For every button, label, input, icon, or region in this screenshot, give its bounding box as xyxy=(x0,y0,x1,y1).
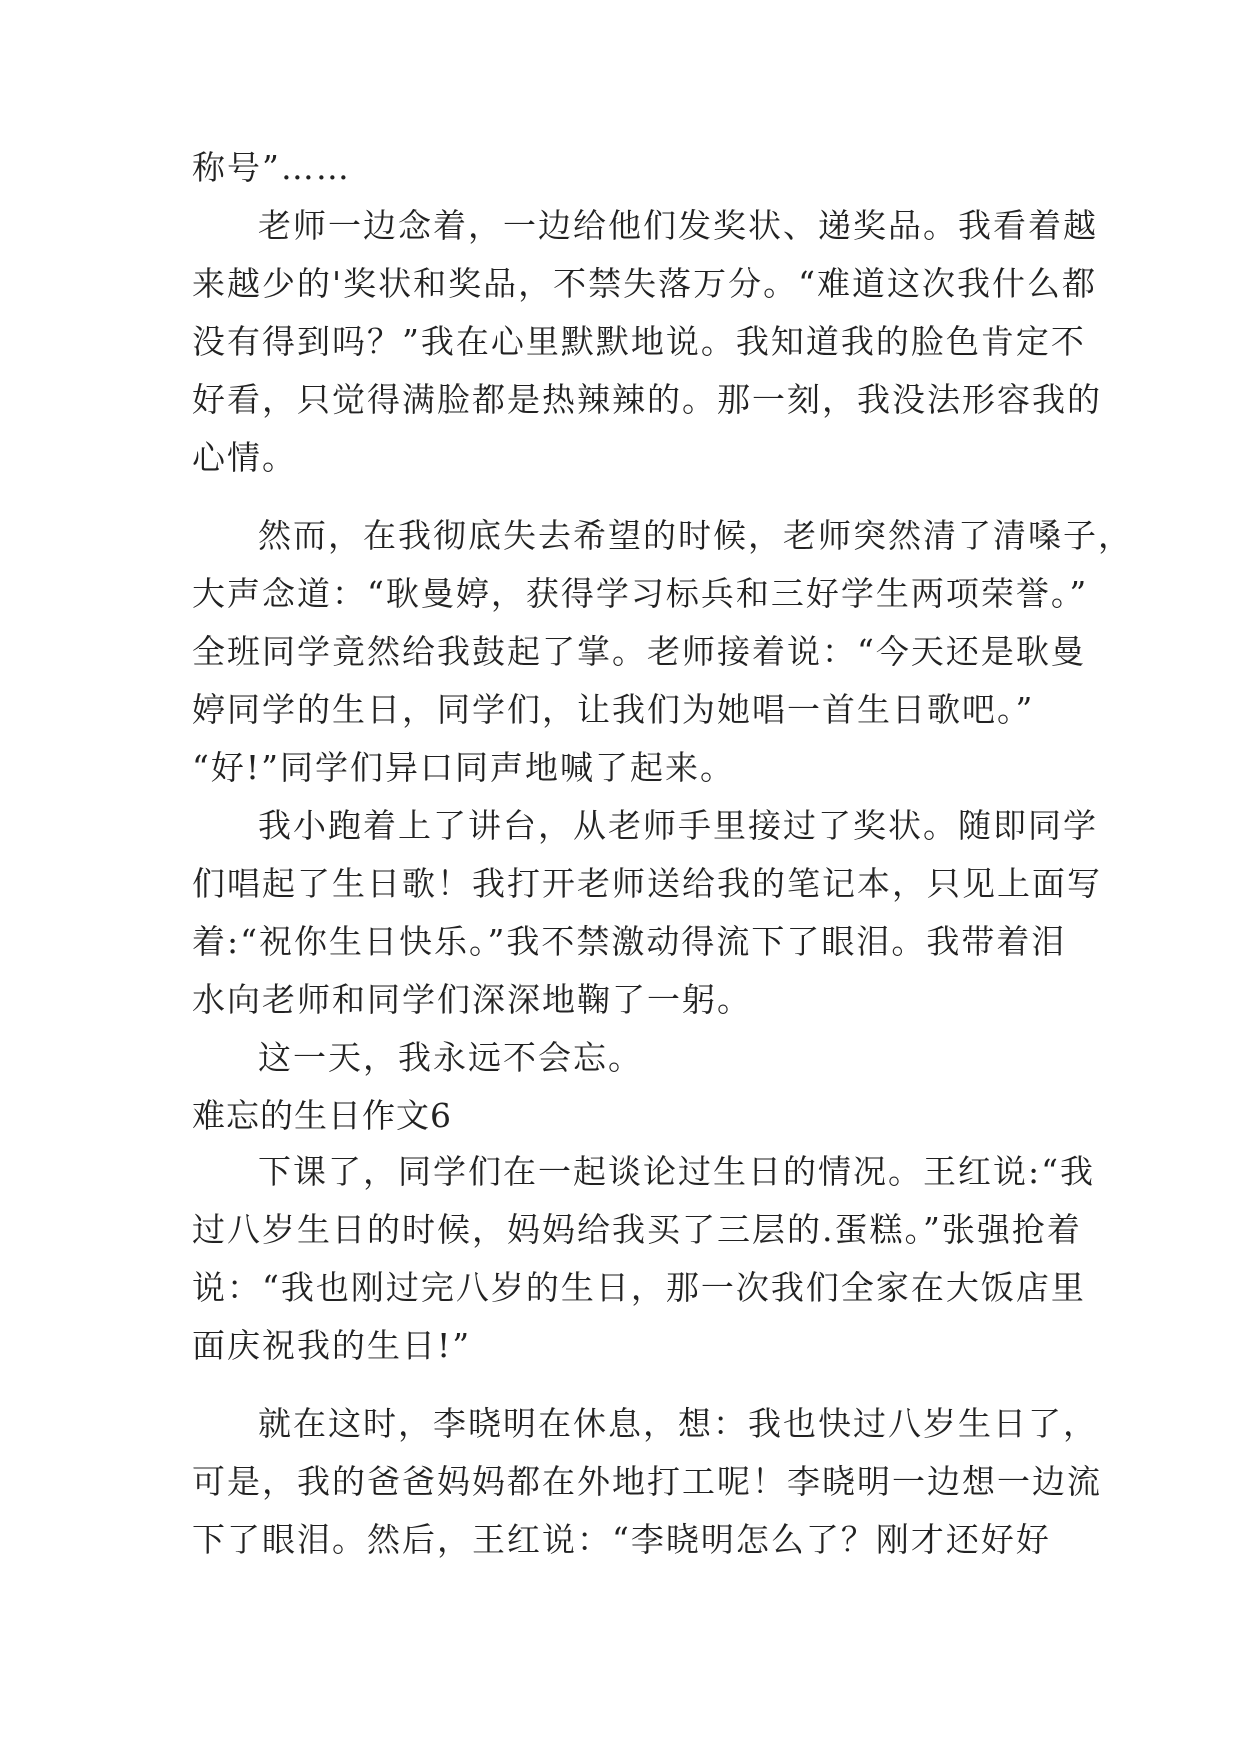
paragraph-start: 下课了，同学们在一起谈论过生日的情况。王红说:“我 xyxy=(258,1152,1095,1191)
text-line: 来越少的'奖状和奖品，不禁失落万分。“难道这次我什么都 xyxy=(192,264,1097,303)
text-line: 全班同学竟然给我鼓起了掌。老师接着说：“今天还是耿曼 xyxy=(192,632,1086,671)
text-line: 婷同学的生日，同学们，让我们为她唱一首生日歌吧。” xyxy=(192,690,1035,729)
text-line: 大声念道：“耿曼婷，获得学习标兵和三好学生两项荣誉。” xyxy=(192,574,1089,613)
paragraph-start: 这一天，我永远不会忘。 xyxy=(258,1038,643,1077)
text-line: 好看，只觉得满脸都是热辣辣的。那一刻，我没法形容我的 xyxy=(192,380,1102,419)
paragraph-start: 就在这时，李晓明在休息，想：我也快过八岁生日了， xyxy=(258,1404,1098,1443)
essay-heading: 难忘的生日作文6 xyxy=(192,1096,452,1135)
text-line: 们唱起了生日歌！我打开老师送给我的笔记本，只见上面写 xyxy=(192,864,1102,903)
text-line: 说：“我也刚过完八岁的生日，那一次我们全家在大饭店里 xyxy=(192,1268,1086,1307)
text-line: “好!”同学们异口同声地喊了起来。 xyxy=(192,748,736,787)
text-line: 过八岁生日的时候，妈妈给我买了三层的.蛋糕。”张强抢着 xyxy=(192,1210,1082,1249)
text-line: 称号”…… xyxy=(192,148,351,187)
text-line: 着:“祝你生日快乐。”我不禁激动得流下了眼泪。我带着泪 xyxy=(192,922,1067,961)
paragraph-start: 我小跑着上了讲台，从老师手里接过了奖状。随即同学 xyxy=(258,806,1098,845)
text-line: 水向老师和同学们深深地鞠了一躬。 xyxy=(192,980,752,1019)
text-line: 心情。 xyxy=(192,438,297,477)
text-line: 没有得到吗？”我在心里默默地说。我知道我的脸色肯定不 xyxy=(192,322,1086,361)
text-line: 面庆祝我的生日!” xyxy=(192,1326,472,1365)
text-line: 下了眼泪。然后，王红说：“李晓明怎么了？刚才还好好 xyxy=(192,1520,1051,1559)
paragraph-start: 然而，在我彻底失去希望的时候，老师突然清了清嗓子， xyxy=(258,516,1133,555)
text-line: 可是，我的爸爸妈妈都在外地打工呢！李晓明一边想一边流 xyxy=(192,1462,1102,1501)
paragraph-start: 老师一边念着，一边给他们发奖状、递奖品。我看着越 xyxy=(258,206,1098,245)
